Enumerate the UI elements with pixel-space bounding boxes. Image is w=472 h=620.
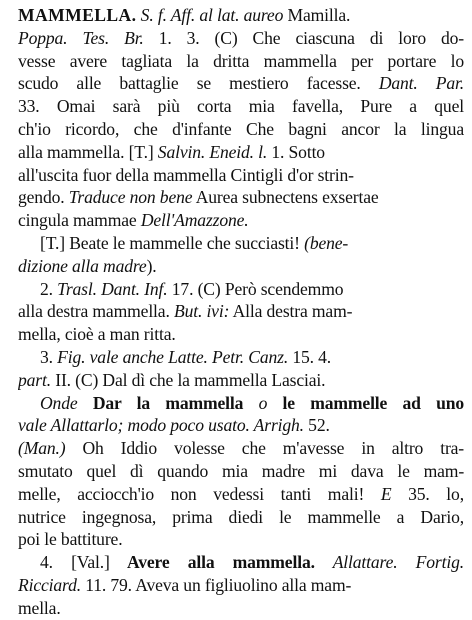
- entry-text: Dell'Amazzone.: [136, 210, 249, 231]
- entry-text: Dant. Par.: [360, 73, 464, 94]
- entry-text: vale Allattarlo; modo poco usato. Arrigh.: [18, 415, 304, 436]
- entry-text: Allattare. Fortig.: [314, 552, 464, 573]
- entry-text: Trasl. Dant. Inf.: [52, 278, 168, 299]
- entry-line: [18, 255, 464, 278]
- entry-text: cingula mammae: [18, 210, 137, 231]
- dictionary-entry: [18, 4, 464, 620]
- entry-line: [18, 551, 464, 574]
- headword-text: Dar la mammella: [77, 392, 244, 413]
- entry-text: 33. Omai sarà più corta mia favella, Pure a quel: [18, 96, 464, 117]
- entry-text: mella, cioè a man ritta.: [18, 324, 176, 345]
- entry-text: Aurea subnectens exsertae: [192, 187, 379, 208]
- entry-text: Fig. vale anche Latte. Petr. Canz.: [52, 346, 289, 367]
- entry-line: [18, 95, 464, 118]
- entry-text: 11. 79. Aveva un figliuolino alla mam-: [80, 574, 352, 595]
- entry-line: [18, 414, 464, 437]
- entry-line: [18, 4, 464, 27]
- entry-text: S. f. Aff. al lat.: [136, 5, 240, 25]
- entry-text: o: [243, 392, 268, 413]
- entry-text: melle, acciocch'io non vedessi tanti mali!: [18, 483, 365, 504]
- entry-line: [18, 232, 464, 255]
- entry-line: [18, 27, 464, 50]
- entry-text: (Man.): [18, 438, 66, 459]
- entry-text: gendo.: [18, 187, 65, 208]
- entry-text: 17. (C) Però scendemmo: [167, 278, 344, 299]
- entry-line: [18, 323, 464, 346]
- entry-line: [18, 278, 464, 301]
- entry-line: [18, 483, 464, 506]
- entry-text: Oh Iddio volesse che m'avesse in altro tra-: [65, 438, 464, 459]
- entry-text: (bene-: [299, 232, 349, 253]
- entry-text: part.: [18, 369, 51, 390]
- entry-text: [T.] Beate le mammelle che succiasti!: [40, 232, 300, 253]
- entry-line: [18, 72, 464, 95]
- entry-line: [18, 506, 464, 529]
- entry-text: 4. [Val.]: [40, 552, 110, 573]
- entry-line: [18, 50, 464, 73]
- headword-text: le mammelle ad uno: [267, 392, 464, 413]
- entry-text: smutato quel dì quando mia madre mi dava le mam-: [18, 460, 464, 481]
- headword-text: Avere alla mammella.: [109, 552, 315, 573]
- entry-text: 1. Sotto: [267, 141, 325, 162]
- entry-line: [18, 300, 464, 323]
- entry-text: alla destra mammella.: [18, 301, 170, 322]
- entry-line: [18, 164, 464, 187]
- entry-text: aureo: [239, 5, 284, 25]
- entry-text: ch'io ricordo, che d'infante Che bagni ancor la lingua: [18, 118, 464, 139]
- entry-text: dizione alla madre: [18, 255, 147, 276]
- entry-text: Salvin. Eneid. l.: [153, 141, 268, 162]
- entry-text: vesse avere tagliata la dritta mammella per portare lo: [18, 50, 464, 71]
- entry-text: But. ivi:: [169, 301, 230, 322]
- entry-text: II. (C) Dal dì che la mammella Lasciai.: [50, 369, 326, 390]
- entry-text: all'uscita fuor della mammella Cintigli d'or strin-: [18, 164, 354, 185]
- entry-text: Onde: [40, 392, 78, 413]
- entry-text: E: [364, 483, 392, 504]
- entry-text: Ricciard.: [18, 574, 81, 595]
- entry-text: ).: [146, 255, 157, 276]
- entry-text: mella.: [18, 597, 61, 618]
- entry-text: Poppa. Tes. Br.: [18, 27, 144, 48]
- entry-text: 35. lo,: [391, 483, 464, 504]
- entry-text: 15. 4.: [288, 346, 332, 367]
- entry-text: Alla destra mam-: [229, 301, 353, 322]
- entry-line: [18, 574, 464, 597]
- entry-line: [18, 141, 464, 164]
- headword-text: MAMMELLA.: [18, 5, 137, 25]
- entry-line: [18, 597, 464, 620]
- entry-line: [18, 460, 464, 483]
- entry-text: scudo alle battaglie se mestiero facesse.: [18, 73, 361, 94]
- entry-text: Mamilla.: [283, 5, 351, 25]
- entry-text: 3.: [40, 346, 53, 367]
- entry-line: [18, 392, 464, 415]
- entry-text: poi le battiture.: [18, 529, 123, 550]
- entry-text: Traduce non bene: [64, 187, 193, 208]
- entry-line: [18, 186, 464, 209]
- entry-line: [18, 437, 464, 460]
- entry-text: nutrice ingegnosa, prima diedi le mammelle a Dario,: [18, 506, 464, 527]
- entry-line: [18, 209, 464, 232]
- entry-line: [18, 528, 464, 551]
- entry-text: alla mammella. [T.]: [18, 141, 154, 162]
- entry-text: 1. 3. (C) Che ciascuna di loro do-: [143, 27, 464, 48]
- entry-text: 52.: [303, 415, 330, 436]
- entry-line: [18, 369, 464, 392]
- entry-line: [18, 346, 464, 369]
- entry-text: 2.: [40, 278, 53, 299]
- entry-line: [18, 118, 464, 141]
